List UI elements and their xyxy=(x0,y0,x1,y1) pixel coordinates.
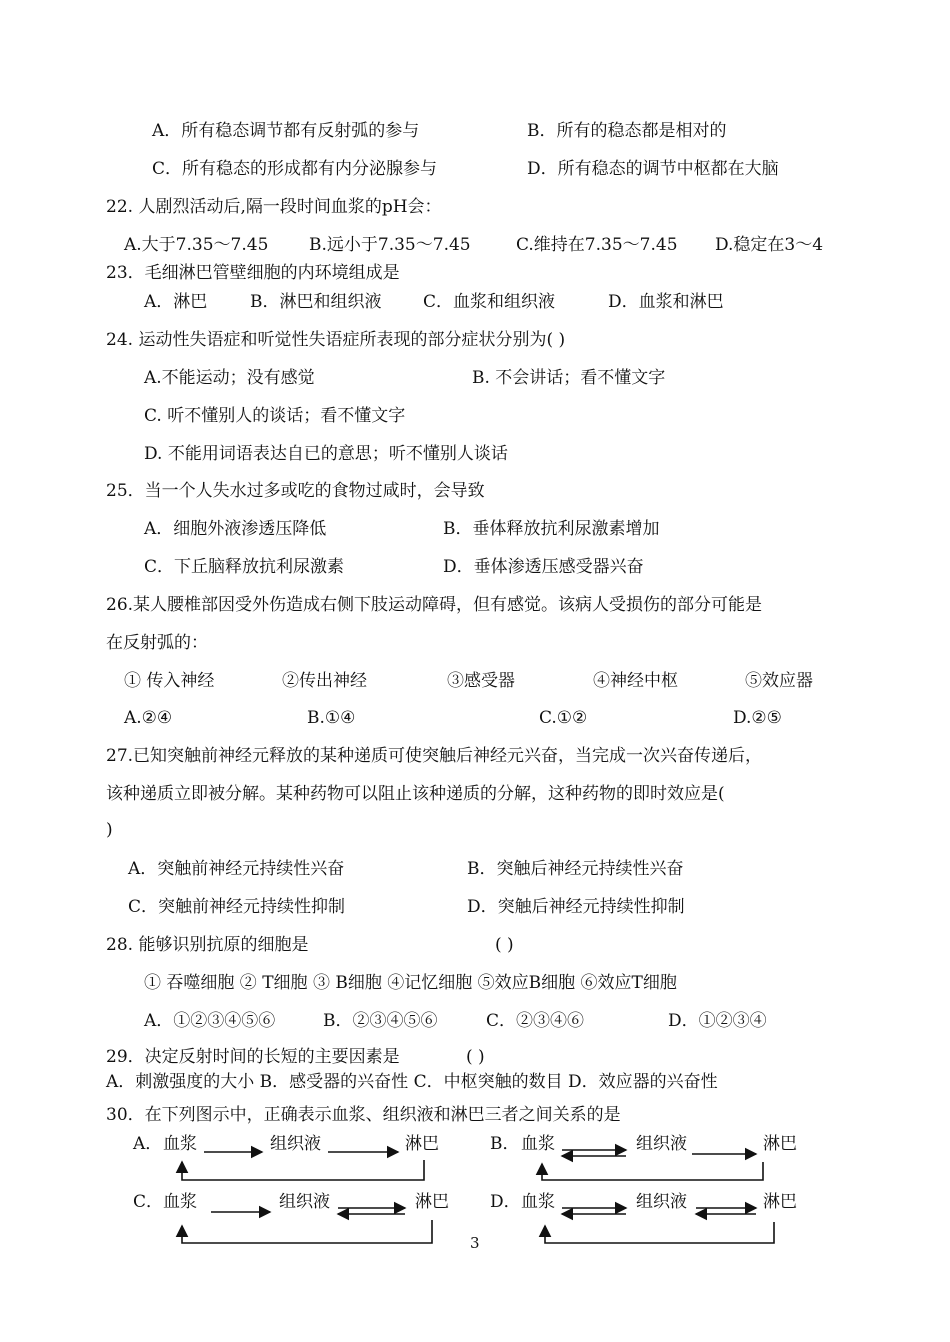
q30-d-arrows xyxy=(545,1208,774,1243)
q22-option-d: D.稳定在3～4 xyxy=(715,235,824,255)
q28-option-d: D．①②③④ xyxy=(668,1011,767,1031)
q29-options: A．刺激强度的大小 B．感受器的兴奋性 C．中枢突触的数目 D．效应器的兴奋性 xyxy=(106,1072,718,1092)
q28-option-b: B．②③④⑤⑥ xyxy=(323,1011,438,1031)
q23-option-c: C．血浆和组织液 xyxy=(423,292,556,312)
q30-d-plasma: 血浆 xyxy=(521,1192,555,1212)
q23-option-a: A．淋巴 xyxy=(144,292,208,312)
q21-option-a: A．所有稳态调节都有反射弧的参与 xyxy=(152,121,420,141)
q28-items: ① 吞噬细胞 ② T细胞 ③ B细胞 ④记忆细胞 ⑤效应B细胞 ⑥效应T细胞 xyxy=(144,973,677,993)
q27-option-b: B．突触后神经元持续性兴奋 xyxy=(467,859,684,879)
q30-a-lymph: 淋巴 xyxy=(405,1134,439,1154)
q30-b-lymph: 淋巴 xyxy=(763,1134,797,1154)
q27-stem-line3: ) xyxy=(106,820,113,840)
q26-item-1: ① 传入神经 xyxy=(124,671,215,691)
q27-stem-line2: 该种递质立即被分解。某种药物可以阻止该种递质的分解，这种药物的即时效应是( xyxy=(106,784,725,804)
q30-b-tissue-fluid: 组织液 xyxy=(636,1134,687,1154)
page-number: 3 xyxy=(470,1234,480,1252)
q30-d-lymph: 淋巴 xyxy=(763,1192,797,1212)
q23-stem: 23．毛细淋巴管壁细胞的内环境组成是 xyxy=(106,263,400,283)
q21-option-b: B．所有的稳态都是相对的 xyxy=(527,121,727,141)
q21-option-d: D．所有稳态的调节中枢都在大脑 xyxy=(527,159,779,179)
q30-diagram-c-label: C． xyxy=(133,1192,164,1212)
q25-option-a: A．细胞外液渗透压降低 xyxy=(144,519,327,539)
q26-item-2: ②传出神经 xyxy=(282,671,367,691)
q24-option-a: A.不能运动；没有感觉 xyxy=(144,368,315,388)
q30-diagram-d-label: D． xyxy=(490,1192,521,1212)
q21-option-c: C．所有稳态的形成都有内分泌腺参与 xyxy=(152,159,438,179)
q26-stem-line1: 26.某人腰椎部因受外伤造成右侧下肢运动障碍，但有感觉。该病人受损伤的部分可能是 xyxy=(106,595,763,615)
q30-d-tissue-fluid: 组织液 xyxy=(636,1192,687,1212)
q24-option-d: D. 不能用词语表达自已的意思；听不懂别人谈话 xyxy=(144,444,508,464)
q26-item-3: ③感受器 xyxy=(447,671,515,691)
q30-a-plasma: 血浆 xyxy=(163,1134,197,1154)
q30-b-plasma: 血浆 xyxy=(521,1134,555,1154)
q29-stem: 29．决定反射时间的长短的主要因素是 xyxy=(106,1047,400,1067)
q25-option-c: C．下丘脑释放抗利尿激素 xyxy=(144,557,345,577)
q27-option-c: C．突触前神经元持续性抑制 xyxy=(128,897,346,917)
q30-c-tissue-fluid: 组织液 xyxy=(279,1192,330,1212)
q26-option-a: A.②④ xyxy=(124,708,173,728)
q28-answer-paren: ( ) xyxy=(495,935,514,955)
q26-stem-line2: 在反射弧的： xyxy=(106,633,208,653)
q28-option-a: A．①②③④⑤⑥ xyxy=(144,1011,276,1031)
q22-option-b: B.远小于7.35～7.45 xyxy=(309,235,471,255)
q24-option-b: B. 不会讲话；看不懂文字 xyxy=(472,368,666,388)
q22-option-c: C.维持在7.35～7.45 xyxy=(516,235,678,255)
q30-a-arrows xyxy=(182,1152,424,1180)
q25-option-b: B．垂体释放抗利尿激素增加 xyxy=(443,519,660,539)
q26-option-c: C.①② xyxy=(539,708,588,728)
q26-item-4: ④神经中枢 xyxy=(593,671,678,691)
q22-option-a: A.大于7.35～7.45 xyxy=(124,235,269,255)
q30-a-tissue-fluid: 组织液 xyxy=(270,1134,321,1154)
q22-stem: 22. 人剧烈活动后,隔一段时间血浆的pH会： xyxy=(106,197,442,217)
q29-answer-paren: ( ) xyxy=(466,1047,485,1067)
q24-stem: 24. 运动性失语症和听觉性失语症所表现的部分症状分别为( ) xyxy=(106,330,566,350)
q25-option-d: D．垂体渗透压感受器兴奋 xyxy=(443,557,644,577)
q30-stem: 30．在下列图示中，正确表示血浆、组织液和淋巴三者之间关系的是 xyxy=(106,1105,621,1125)
q30-c-plasma: 血浆 xyxy=(163,1192,197,1212)
q27-option-d: D．突触后神经元持续性抑制 xyxy=(467,897,685,917)
q23-option-d: D．血浆和淋巴 xyxy=(608,292,724,312)
q25-stem: 25．当一个人失水过多或吃的食物过咸时，会导致 xyxy=(106,481,485,501)
q30-diagram-b-label: B． xyxy=(490,1134,520,1154)
q27-option-a: A．突触前神经元持续性兴奋 xyxy=(128,859,345,879)
q30-diagram-a-label: A． xyxy=(133,1134,163,1154)
q28-stem: 28. 能够识别抗原的细胞是 xyxy=(106,935,309,955)
q27-stem-line1: 27.已知突触前神经元释放的某种递质可使突触后神经元兴奋，当完成一次兴奋传递后， xyxy=(106,746,763,766)
q26-item-5: ⑤效应器 xyxy=(745,671,813,691)
q24-option-c: C. 听不懂别人的谈话；看不懂文字 xyxy=(144,406,406,426)
q30-c-lymph: 淋巴 xyxy=(415,1192,449,1212)
q28-option-c: C．②③④⑥ xyxy=(486,1011,585,1031)
q23-option-b: B．淋巴和组织液 xyxy=(250,292,382,312)
q30-c-arrows xyxy=(182,1208,432,1243)
q26-option-d: D.②⑤ xyxy=(733,708,782,728)
q26-option-b: B.①④ xyxy=(307,708,356,728)
